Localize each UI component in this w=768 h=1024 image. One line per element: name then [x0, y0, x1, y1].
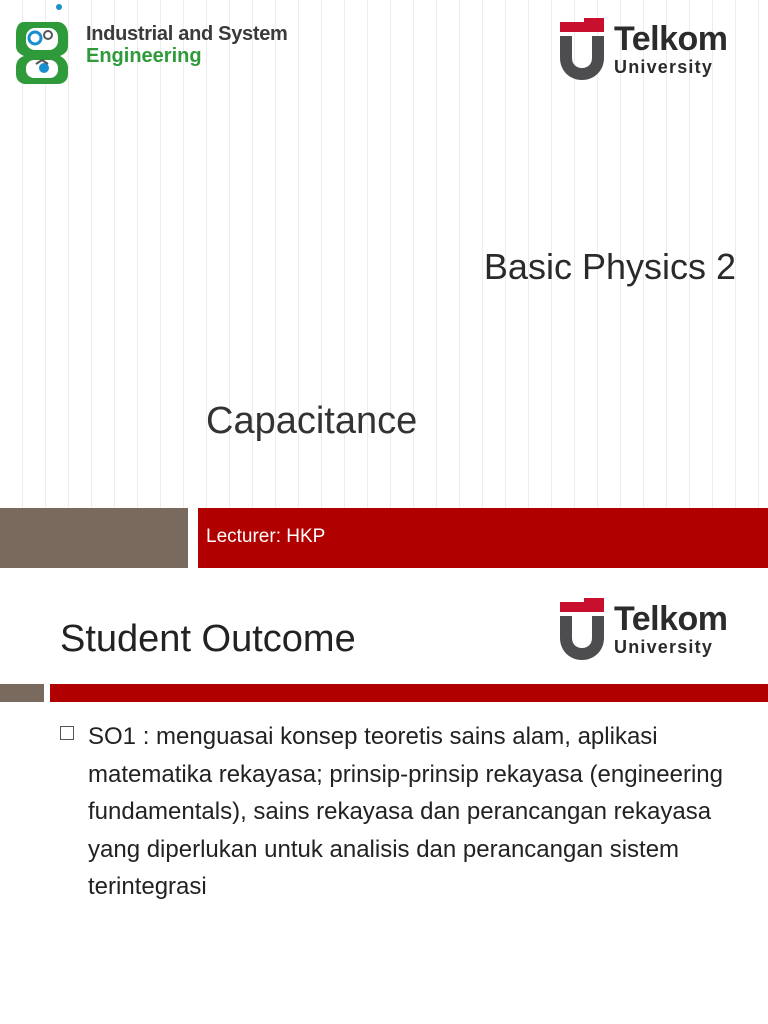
ise-logo-line2: Engineering [86, 45, 202, 67]
telkom-subtitle: University [614, 637, 714, 657]
accent-bar-red [50, 684, 768, 702]
student-outcome-slide [0, 568, 768, 1024]
course-title: Basic Physics 2 [483, 246, 736, 287]
deck-title: Capacitance [206, 400, 418, 442]
telkom-university-logo [560, 18, 728, 80]
telkom-university-logo [560, 598, 728, 660]
lecturer-label: Lecturer: HKP [206, 526, 326, 547]
square-bullet-icon [60, 726, 74, 740]
telkom-subtitle: University [614, 57, 714, 77]
accent-band-brown [0, 508, 188, 568]
telkom-emblem-icon [560, 18, 604, 80]
ise-logo-line1: Industrial and System [86, 23, 288, 45]
gear-figure-icon [14, 2, 72, 84]
slide-title: Student Outcome [60, 618, 356, 660]
accent-bar-brown [0, 684, 44, 702]
bullet-text: SO1 : menguasai konsep teoretis sains alam, aplikasi matematika rekayasa; prinsip-prinsip rekayasa (engineering fundamentals), sains rekayasa dan perancangan rekayasa yang diperlukan untuk analisis dan perancangan sistem terintegrasi [88, 723, 723, 900]
bullet-item [60, 718, 750, 906]
telkom-emblem-icon [560, 598, 604, 660]
ise-logo [14, 2, 288, 84]
telkom-name: Telkom [614, 600, 728, 638]
telkom-name: Telkom [614, 20, 728, 58]
